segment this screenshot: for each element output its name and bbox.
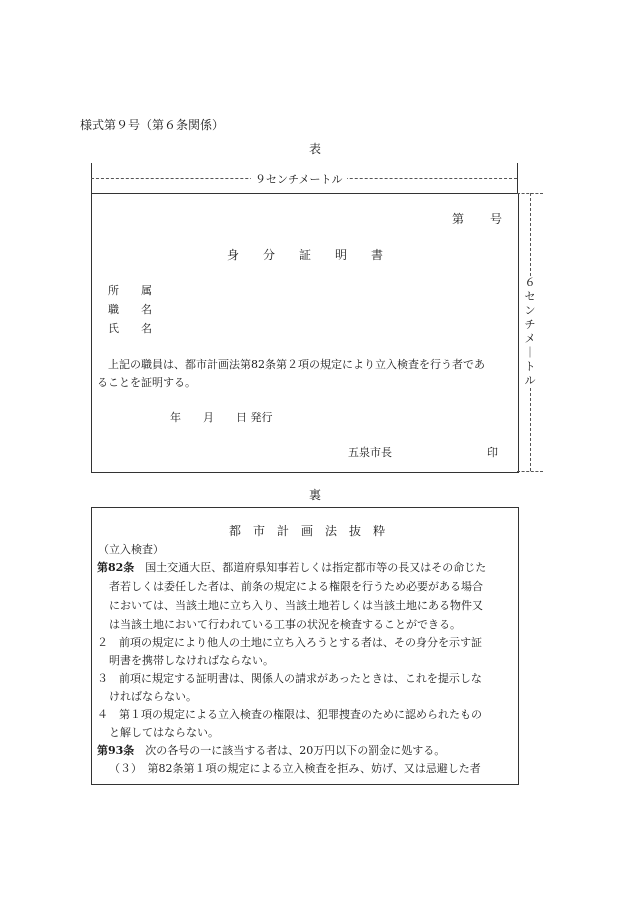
seal-mark: 印 xyxy=(487,446,498,459)
back-title: 都 市 計 画 法 抜 粋 xyxy=(229,524,386,538)
id-number-prefix: 第 xyxy=(452,212,465,226)
id-number-suffix: 号 xyxy=(490,212,503,226)
article-93-block xyxy=(97,742,445,758)
statement-line-2: ることを証明する。 xyxy=(97,376,196,389)
article-82-text-2: 者若しくは委任した者は、前条の規定による権限を行うため必要がある場合 xyxy=(109,580,483,593)
issuer-name: 五泉市長 xyxy=(348,446,392,459)
card-title: 身 分 証 明 書 xyxy=(227,248,384,262)
field-label-affiliation: 所 属 xyxy=(108,284,152,297)
article-82-text-3: においては、当該土地に立ち入り、当該土地若しくは当該土地にある物件又 xyxy=(109,599,483,612)
paragraph-4-line-2: と解してはならない。 xyxy=(109,726,219,739)
article-93-text: 次の各号の一に該当する者は、20万円以下の罰金に処する。 xyxy=(134,744,446,757)
paragraph-3-line-1: ３ 前項に規定する証明書は、関係人の請求があったときは、これを提示しな xyxy=(97,672,482,685)
width-marker-right xyxy=(517,163,518,193)
height-dimension-label: ６ セ ン チ メ ｜ ト ル xyxy=(524,276,536,387)
front-side-label: 表 xyxy=(309,142,322,156)
statement-line-1: 上記の職員は、都市計画法第82条第２項の規定により立入検査を行う者であ xyxy=(108,358,485,371)
back-side-label: 裏 xyxy=(309,488,322,502)
article-82-text-4: は当該土地において行われている工事の状況を検査することができる。 xyxy=(109,618,461,631)
issue-date: 年 月 日 発行 xyxy=(170,411,273,424)
form-number-label: 様式第９号（第６条関係） xyxy=(80,118,225,132)
section-heading: （立入検査） xyxy=(98,543,164,556)
paragraph-2-line-1: ２ 前項の規定により他人の土地に立ち入ろうとする者は、その身分を示す証 xyxy=(97,636,482,649)
field-label-name: 氏 名 xyxy=(108,322,152,335)
article-93-label: 第93条 xyxy=(97,744,135,757)
paragraph-4-line-1: ４ 第１項の規定による立入検査の権限は、犯罪捜査のために認められたもの xyxy=(97,708,482,721)
field-label-position: 職 名 xyxy=(108,303,152,316)
article-82-text-1: 国土交通大臣、都道府県知事若しくは指定都市等の長又はその命じた xyxy=(134,561,487,574)
article-82-label: 第82条 xyxy=(97,561,135,574)
article-93-item-3: （３） 第82条第１項の規定による立入検査を拒み、妨げ、又は忌避した者 xyxy=(109,762,481,775)
id-card-front xyxy=(91,193,519,473)
width-dimension-label: ９センチメートル xyxy=(251,171,347,187)
paragraph-3-line-2: ければならない。 xyxy=(109,690,197,703)
article-82-block xyxy=(97,559,486,575)
height-marker-bottom xyxy=(517,471,543,472)
paragraph-2-line-2: 明書を携帯しなければならない。 xyxy=(109,654,274,667)
